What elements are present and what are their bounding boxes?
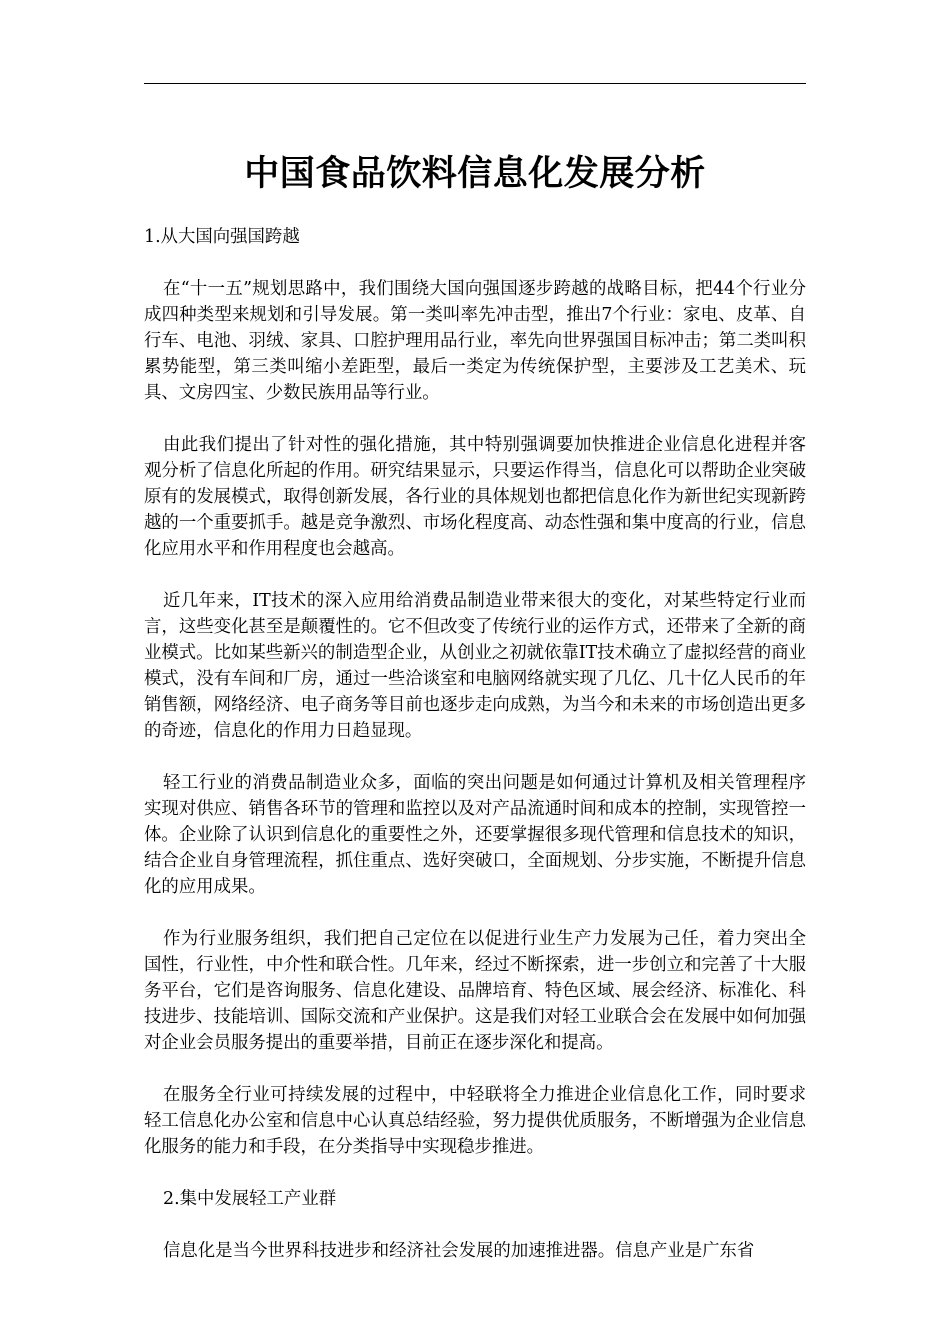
section-heading-2: 2.集中发展轻工产业群 (163, 1189, 337, 1209)
document-title: 中国食品饮料信息化发展分析 (244, 154, 706, 194)
header-rule (144, 83, 806, 84)
paragraph: 作为行业服务组织，我们把自己定位在以促进行业生产力发展为己任，着力突出全国性，行业性，中介性和联合性。几年来，经过不断探索，进一步创立和完善了十大服务平台，它们是咨询服务、信息化建设、品牌培育、特色区域、展会经济、标准化、科技进步、技能培训、国际交流和产业保护。这是我们对轻工业联合会在发展中如何加强对企业会员服务提出的重要举措，目前正在逐步深化和提高。 (144, 929, 806, 1053)
paragraph: 近几年来，IT技术的深入应用给消费品制造业带来很大的变化，对某些特定行业而言，这些变化甚至是颠覆性的。它不但改变了传统行业的运作方式，还带来了全新的商业模式。比如某些新兴的制造型企业，从创业之初就依靠IT技术确立了虚拟经营的商业模式，没有车间和厂房，通过一些洽谈室和电脑网络就实现了几亿、几十亿人民币的年销售额，网络经济、电子商务等目前也逐步走向成熟，为当今和未来的市场创造出更多的奇迹，信息化的作用力日趋显现。 (144, 591, 806, 741)
paragraph: 在“十一五”规划思路中，我们围绕大国向强国逐步跨越的战略目标，把44个行业分成四种类型来规划和引导发展。第一类叫率先冲击型，推出7个行业：家电、皮革、自行车、电池、羽绒、家具、口腔护理用品行业，率先向世界强国目标冲击；第二类叫积累势能型，第三类叫缩小差距型，最后一类定为传统保护型，主要涉及工艺美术、玩具、文房四宝、少数民族用品等行业。 (144, 279, 806, 403)
paragraph: 由此我们提出了针对性的强化措施，其中特别强调要加快推进企业信息化进程并客观分析了信息化所起的作用。研究结果显示，只要运作得当，信息化可以帮助企业突破原有的发展模式，取得创新发展，各行业的具体规划也都把信息化作为新世纪实现新跨越的一个重要抓手。越是竞争激烈、市场化程度高、动态性强和集中度高的行业，信息化应用水平和作用程度也会越高。 (144, 435, 806, 559)
paragraph: 轻工行业的消费品制造业众多，面临的突出问题是如何通过计算机及相关管理程序实现对供应、销售各环节的管理和监控以及对产品流通时间和成本的控制，实现管控一体。企业除了认识到信息化的重要性之外，还要掌握很多现代管理和信息技术的知识，结合企业自身管理流程，抓住重点、选好突破口，全面规划、分步实施，不断提升信息化的应用成果。 (144, 773, 806, 897)
document-body (144, 224, 806, 1264)
paragraph: 信息化是当今世界科技进步和经济社会发展的加速推进器。信息产业是广东省 (163, 1241, 755, 1261)
section-heading-1: 1.从大国向强国跨越 (144, 227, 300, 247)
paragraph: 在服务全行业可持续发展的过程中，中轻联将全力推进企业信息化工作，同时要求轻工信息化办公室和信息中心认真总结经验，努力提供优质服务，不断增强为企业信息化服务的能力和手段，在分类指导中实现稳步推进。 (144, 1085, 806, 1157)
